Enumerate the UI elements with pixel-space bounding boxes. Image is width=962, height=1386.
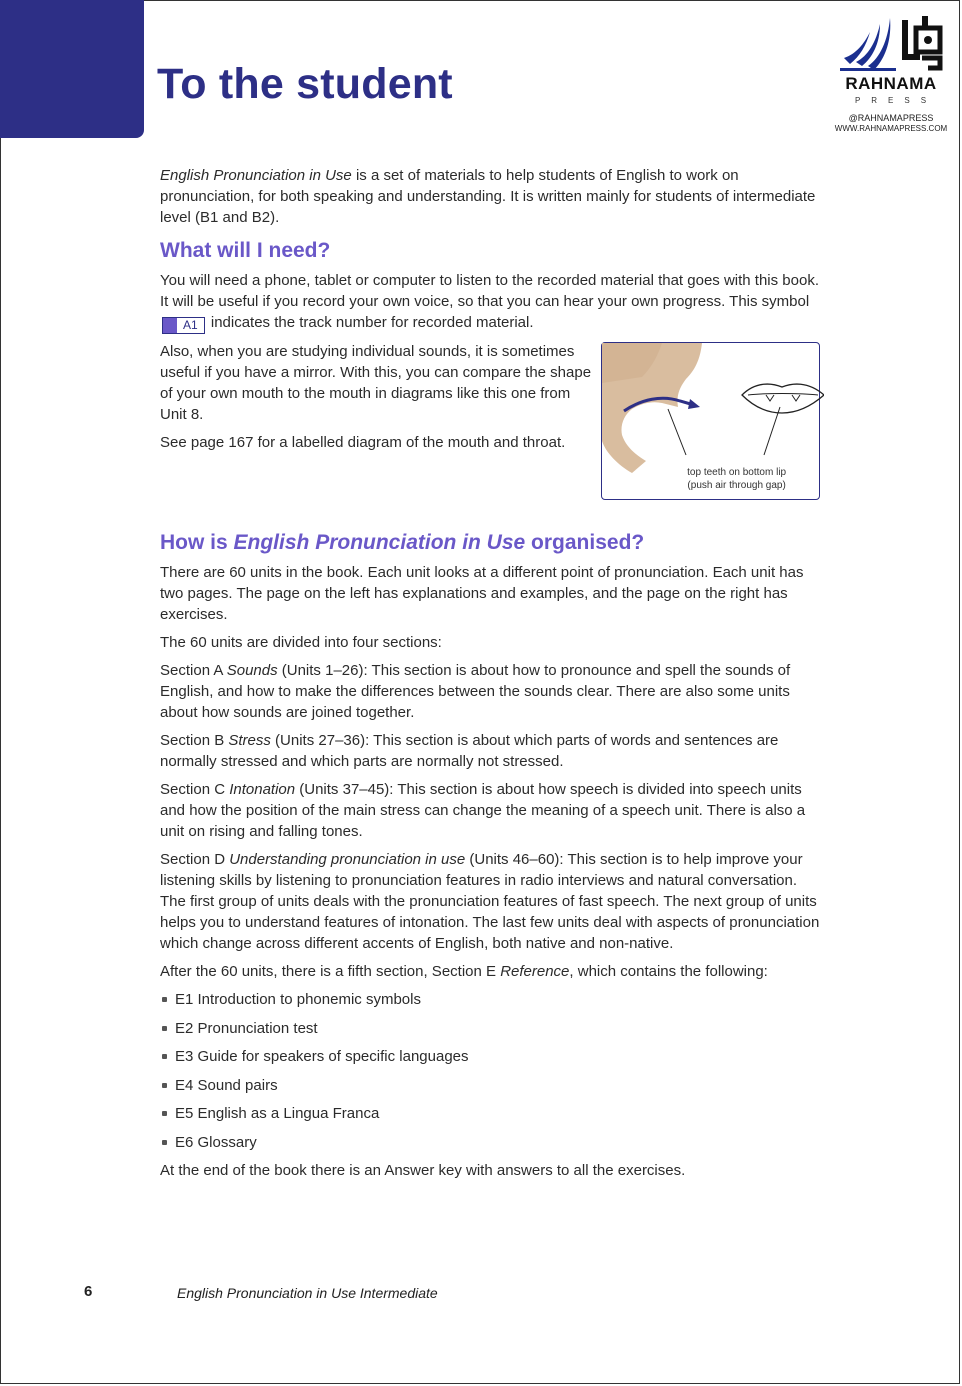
organised-paragraph-2: The 60 units are divided into four sections: [160,634,442,651]
diagram-caption: top teeth on bottom lip (push air through gap) [687,467,787,491]
section-c-paragraph: Section C Intonation (Units 37–45): This section is about how speech is divided into speech units and how the position of the main stress can change the meaning of a speech unit. There is also a unit on rising and falling tones. [160,781,806,840]
list-item: E1 Introduction to phonemic symbols [160,989,820,1010]
audio-icon [163,318,177,333]
list-item: E2 Pronunciation test [160,1018,820,1039]
logo-name: RAHNAMA [845,74,937,93]
need-paragraph-2: Also, when you are studying individual sounds, it is sometimes useful if you have a mirror. With this, you can compare the shape of your own mouth to the mouth in diagrams like this one from Unit 8. [160,343,592,423]
list-item: E3 Guide for speakers of specific languages [160,1046,820,1067]
page-title: To the student [157,60,453,108]
main-content [160,165,820,1188]
logo-handle: @RAHNAMAPRESS [848,113,934,123]
footer-book-title: English Pronunciation in Use Intermediate [177,1285,438,1301]
need-paragraph-1: You will need a phone, tablet or computer to listen to the recorded material that goes with this book. It will be useful if you record your own voice, so that you can hear your own progress. This symbolA1 indicates the track number for recorded material. [160,272,820,332]
audio-track-badge: A1 [162,317,205,334]
list-item: E5 English as a Lingua Franca [160,1103,820,1124]
book-title-emphasis: English Pronunciation in Use [160,167,352,184]
mirror-text [160,341,601,460]
list-item: E6 Glossary [160,1132,820,1153]
heading-how-organised: How is English Pronunciation in Use organised? [160,531,645,554]
header-color-band [0,0,144,138]
closing-paragraph: At the end of the book there is an Answer key with answers to all the exercises. [160,1162,686,1179]
logo-url: WWW.RAHNAMAPRESS.COM [834,124,948,133]
list-item: E4 Sound pairs [160,1075,820,1096]
section-e-paragraph: After the 60 units, there is a fifth section, Section E Reference, which contains the following: [160,963,768,980]
mirror-section [160,341,820,500]
logo-press: PRESS [854,96,938,105]
page-number: 6 [84,1283,93,1300]
need-paragraph-3: See page 167 for a labelled diagram of the mouth and throat. [160,434,566,451]
section-b-paragraph: Section B Stress (Units 27–36): This section is about which parts of words and sentences are normally stressed and which parts are normally not stressed. [160,732,779,770]
section-d-paragraph: Section D Understanding pronunciation in use (Units 46–60): This section is to help improve your listening skills by listening to pronunciation features in radio interviews and natural conversation. The first group of units deals with the pronunciation features of fast speech. The next group of units helps you to understand features of intonation. The last few units deal with aspects of pronunciation which change across different accents of English, both native and non-native. [160,851,820,952]
organised-paragraph-1: There are 60 units in the book. Each unit looks at a different point of pronunciation. Each unit has two pages. The page on the left has explanations and examples, and the page on the right has exercises. [160,564,804,623]
publisher-logo [826,14,956,138]
heading-what-will-i-need: What will I need? [160,239,331,262]
mouth-diagram [601,342,820,500]
rahnama-logo-icon [836,14,946,72]
section-a-paragraph: Section A Sounds (Units 1–26): This section is about how to pronounce and spell the sounds of English, and how to make the differences between the sounds clear. There are also some units about how sounds are joined together. [160,662,791,721]
reference-list [160,989,820,1153]
intro-paragraph: English Pronunciation in Use is a set of materials to help students of English to work on pronunciation, for both speaking and understanding. It is written mainly for students of intermediate level (B1 and B2). [160,167,816,226]
